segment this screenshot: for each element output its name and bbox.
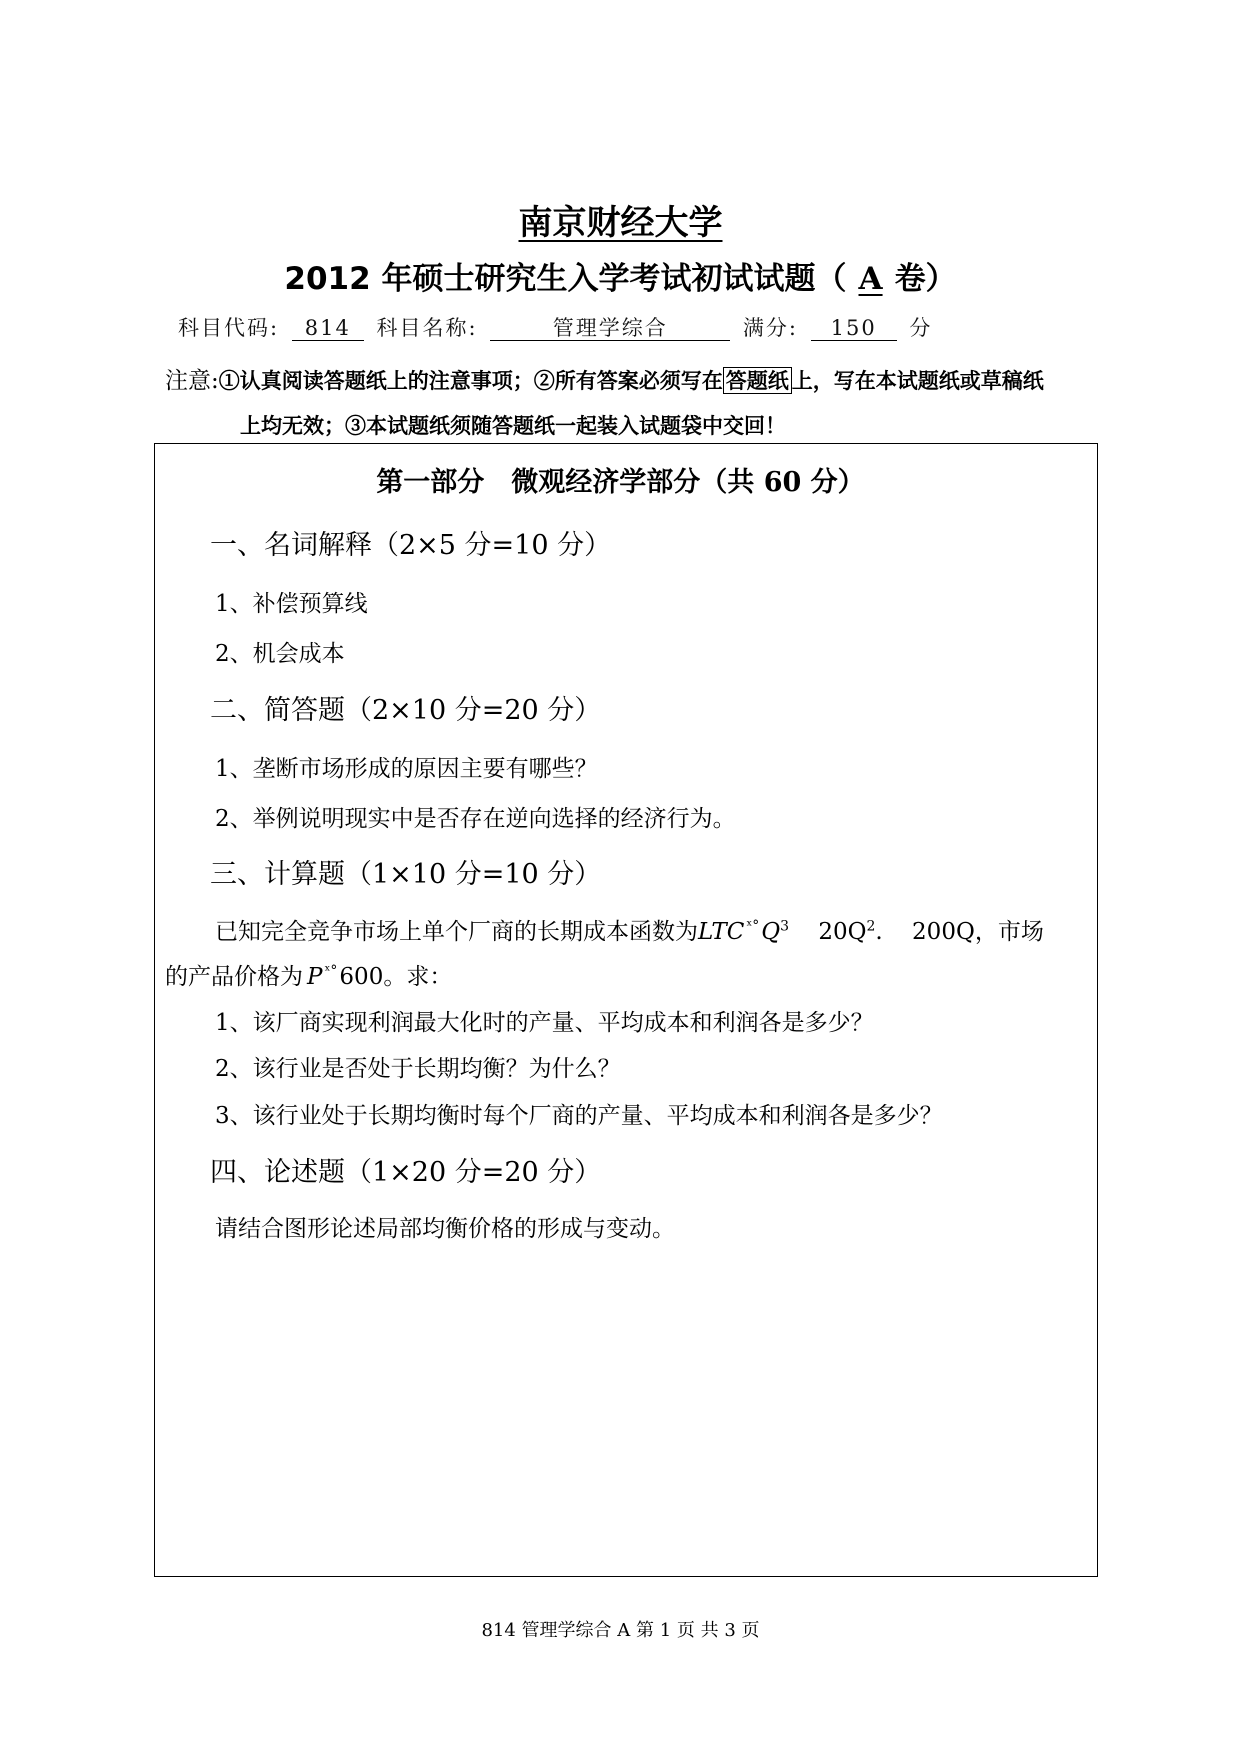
calc-intro-line-2 [165, 958, 452, 991]
question-item: 2、该行业是否处于长期均衡？为什么？ [215, 1056, 621, 1082]
formula-q: Q [761, 919, 781, 945]
notice-line-2: 上均无效；③本试题纸须随答题纸一起装入试题袋中交回！ [240, 413, 786, 438]
calc-intro-line-1 [215, 913, 1044, 946]
formula-symbol: ˣ° [746, 918, 760, 935]
score-unit: 分 [909, 316, 933, 340]
section-title-2: 二、简答题（2×10 分=20 分） [210, 695, 602, 726]
formula-exponent-3: 3 [780, 918, 790, 935]
subject-code: 814 [292, 316, 364, 341]
question-item: 2、举例说明现实中是否存在逆向选择的经济行为。 [215, 806, 736, 832]
page-footer: 814 管理学综合 A 第 1 页 共 3 页 [481, 1620, 760, 1641]
price-value: 600 [339, 964, 384, 990]
section-title-3: 三、计算题（1×10 分=10 分） [210, 859, 602, 890]
section-title-1: 一、名词解释（2×5 分=10 分） [210, 530, 612, 561]
formula-200q: 200Q [912, 919, 975, 945]
paper-type: A [858, 261, 883, 297]
notice-lead: 注意: [165, 368, 219, 394]
section-title-4: 四、论述题（1×20 分=20 分） [210, 1157, 602, 1188]
answer-sheet-boxed: 答题纸 [723, 367, 792, 394]
price-p: P [307, 964, 323, 990]
question-item: 1、补偿预算线 [215, 591, 368, 617]
formula-ltc: LTC [698, 919, 745, 945]
notice-text-a: ①认真阅读答题纸上的注意事项；②所有答案必须写在 [218, 368, 723, 393]
university-name: 南京财经大学 [518, 203, 723, 243]
notice-line-1 [165, 362, 1044, 395]
subject-code-label: 科目代码: [178, 316, 280, 340]
formula-20q: 20Q [818, 919, 867, 945]
question-item: 3、该行业处于长期均衡时每个厂商的产量、平均成本和利润各是多少？ [215, 1103, 943, 1129]
formula-exponent-2: 2 [866, 918, 876, 935]
subject-info-line [178, 312, 932, 342]
full-score-label: 满分: [742, 316, 798, 340]
full-score: 150 [811, 316, 897, 341]
question-item: 1、垄断市场形成的原因主要有哪些？ [215, 756, 598, 782]
calc-intro-text-d: 。求： [383, 964, 453, 990]
calc-intro-text: 已知完全竞争市场上单个厂商的长期成本函数为 [215, 919, 698, 945]
subject-name-label: 科目名称: [376, 316, 478, 340]
question-item: 请结合图形论述局部均衡价格的形成与变动。 [215, 1216, 675, 1242]
exam-title [0, 253, 1241, 298]
exam-title-end: 卷） [894, 261, 957, 297]
price-symbol: ˣ° [324, 963, 338, 980]
question-item: 1、该厂商实现利润最大化时的产量、平均成本和利润各是多少？ [215, 1010, 874, 1036]
exam-title-main: 2012 年硕士研究生入学考试初试试题（ [284, 261, 847, 297]
question-item: 2、机会成本 [215, 641, 345, 667]
part-title: 第一部分 微观经济学部分（共 60 分） [376, 467, 865, 498]
formula-separator: . [875, 919, 883, 945]
calc-intro-text-c: 的产品价格为 [165, 964, 303, 990]
subject-name: 管理学综合 [490, 316, 730, 341]
notice-text-b: 上，写在本试题纸或草稿纸 [791, 368, 1044, 393]
calc-intro-text-b: ，市场 [974, 919, 1044, 945]
